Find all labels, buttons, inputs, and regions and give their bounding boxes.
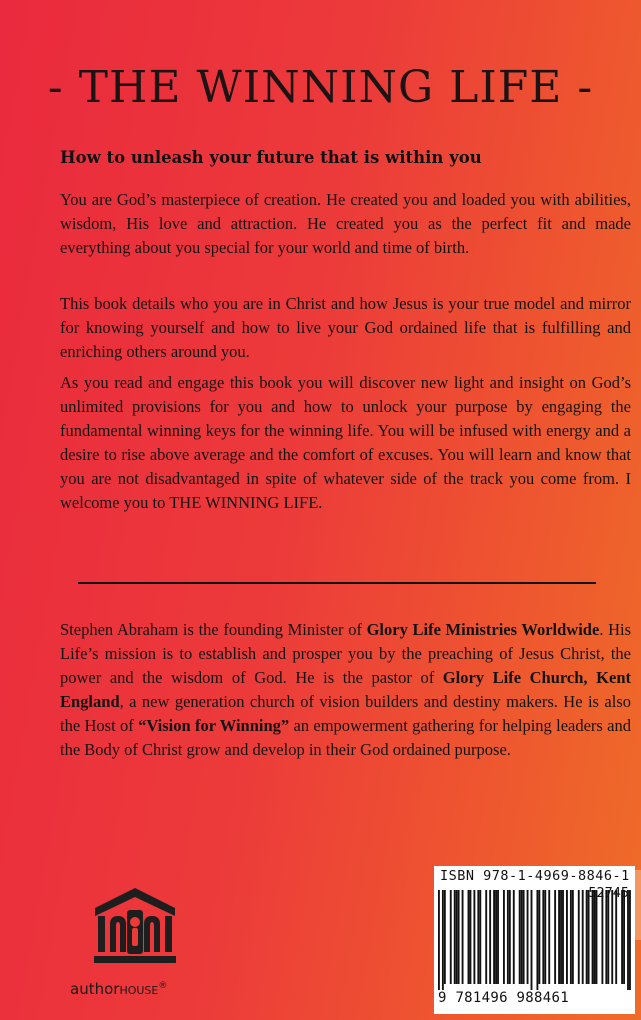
blurb-paragraph-1: You are God’s masterpiece of creation. He created you and loaded you with abilities, wisdom, His love and attraction. He created you as the perfect fit and made everything about you special for your world and time of birth. bbox=[60, 190, 631, 257]
ean-digits: 9 781496 988461 bbox=[438, 990, 569, 1006]
isbn-barcode bbox=[434, 866, 635, 1014]
publisher-name: authorHOUSE® bbox=[70, 980, 168, 998]
book-subtitle: How to unleash your future that is within you bbox=[60, 148, 482, 167]
section-divider bbox=[78, 582, 596, 584]
bio-text-2: . His Life’s mission is to establish and prosper you by the preaching of Jesus Christ, the power and the wisdom of God. He is the pastor of bbox=[60, 620, 632, 687]
blurb-paragraph-2: This book details who you are in Christ and how Jesus is your true model and mirror for knowing yourself and how to live your God ordained life that is fulfilling and enriching others around you. bbox=[60, 294, 631, 361]
bio-text-3: , a new generation church of vision builders and destiny makers. He is also the Host of bbox=[60, 692, 631, 735]
bio-text-4: an empowerment gathering for helping leaders and the Body of Christ grow and develop in their God ordained purpose. bbox=[60, 716, 632, 759]
bio-text-1: Stephen Abraham is the founding Minister of bbox=[60, 620, 367, 639]
isbn-label: ISBN 978-1-4969-8846-1 bbox=[440, 868, 630, 884]
blurb-paragraph-3: As you read and engage this book you will discover new light and insight on God’s unlimited provisions for you and how to unlock your purpose by engaging the fundamental winning keys for the winning life. You will be infused with energy and a desire to rise above average and the comfort of excuses. You will learn and know that you are not disadvantaged in spite of whatever side of the track you come from. I welcome you to THE WINNING LIFE. bbox=[60, 373, 631, 512]
author-bio bbox=[60, 618, 631, 762]
book-title: - THE WINNING LIFE - bbox=[47, 62, 594, 113]
bio-event-name: “Vision for Winning” bbox=[138, 716, 290, 735]
bio-ministry-name: Glory Life Ministries Worldwide bbox=[366, 620, 600, 639]
barcode-bars bbox=[438, 890, 631, 990]
authorhouse-logo-icon bbox=[92, 886, 178, 966]
bio-church-name: Glory Life Church, Kent England bbox=[60, 668, 631, 711]
